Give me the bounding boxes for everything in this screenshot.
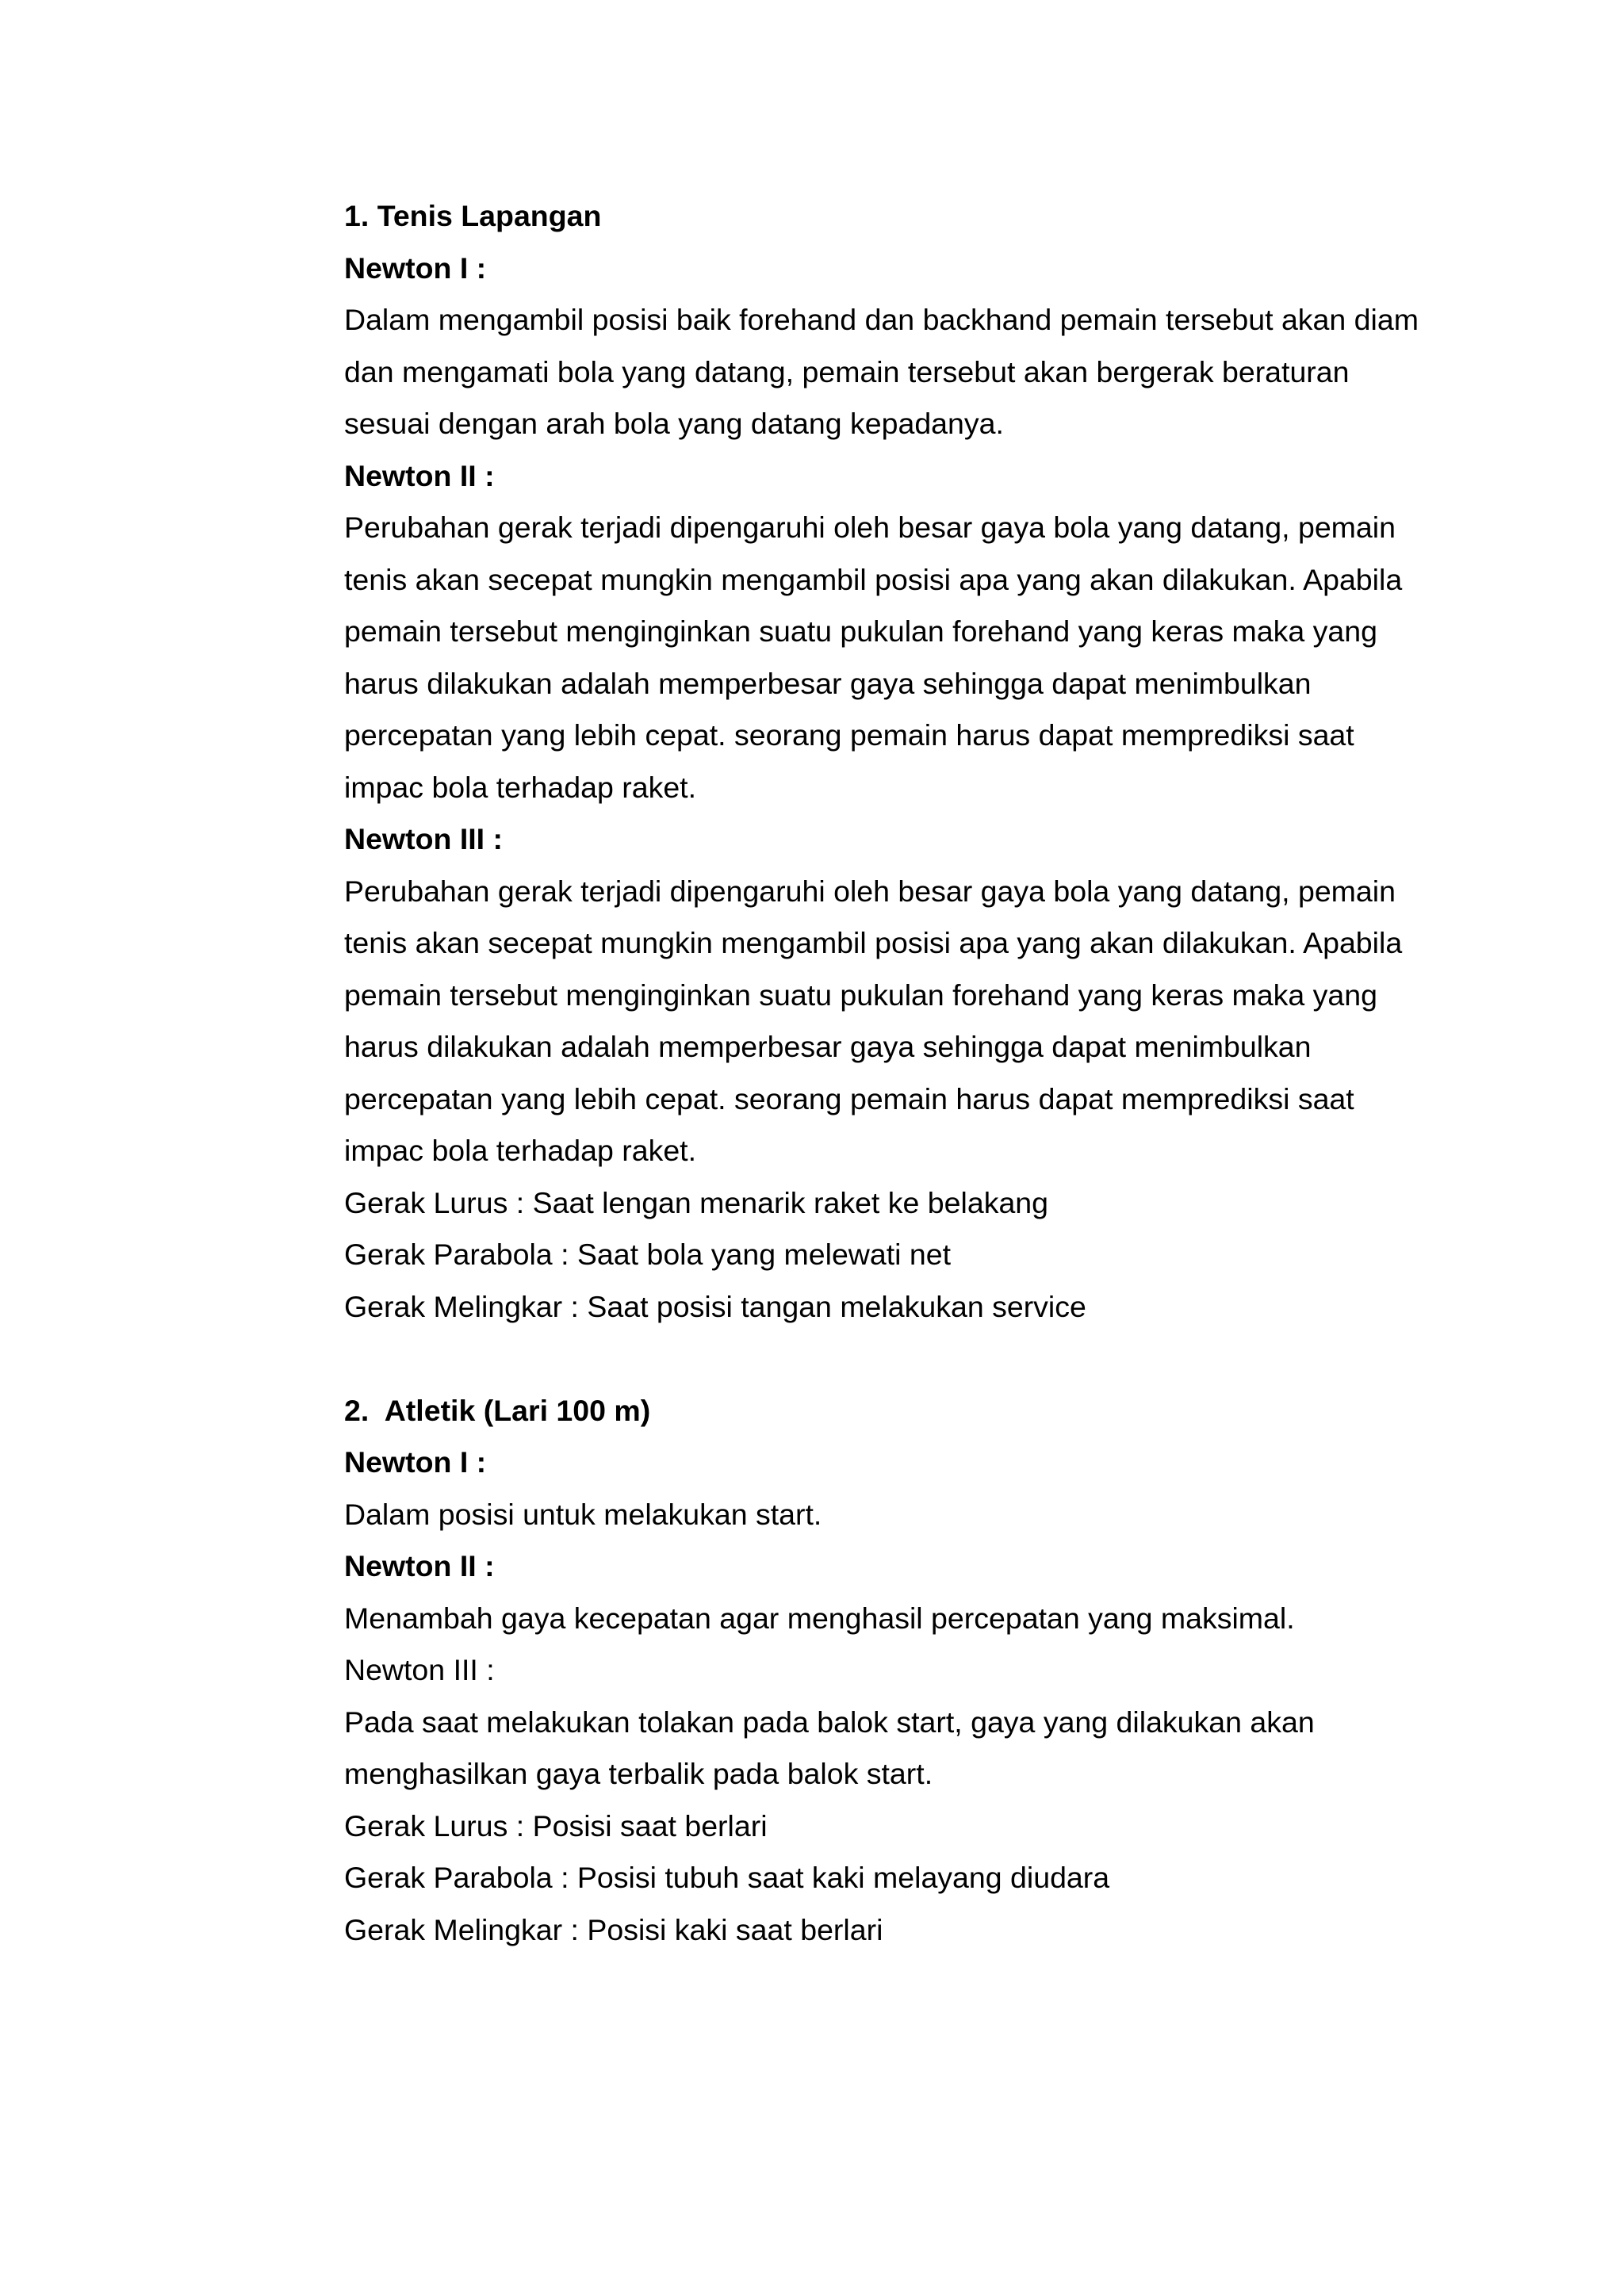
paragraph-line: Menambah gaya kecepatan agar menghasil percepatan yang maksimal. [344,1601,1295,1635]
paragraph-line: Perubahan gerak terjadi dipengaruhi oleh besar gaya bola yang datang, pemain [344,874,1396,908]
paragraph-line: Dalam mengambil posisi baik forehand dan backhand pemain tersebut akan diam [344,303,1419,336]
gerak-melingkar-line: Gerak Melingkar : Saat posisi tangan melakukan service [344,1289,1086,1323]
paragraph-line: Perubahan gerak terjadi dipengaruhi oleh besar gaya bola yang datang, pemain [344,511,1396,544]
paragraph-line: tenis akan secepat mungkin mengambil posisi apa yang akan dilakukan. Apabila [344,926,1403,959]
gerak-parabola-line: Gerak Parabola : Saat bola yang melewati net [344,1238,952,1271]
paragraph-line: pemain tersebut menginginkan suatu pukulan forehand yang keras maka yang [344,978,1377,1012]
paragraph-line: menghasilkan gaya terbalik pada balok start. [344,1757,933,1790]
paragraph-line: sesuai dengan arah bola yang datang kepadanya. [344,407,1004,440]
newton-1-label: Newton I : [344,1445,487,1479]
newton-3-label: Newton III : [344,1653,495,1686]
paragraph-line: tenis akan secepat mungkin mengambil posisi apa yang akan dilakukan. Apabila [344,562,1403,596]
section-atletik [344,1385,1454,1957]
paragraph-line: impac bola terhadap raket. [344,770,697,804]
gerak-lurus-line: Gerak Lurus : Saat lengan menarik raket ke belakang [344,1185,1049,1219]
paragraph-line: percepatan yang lebih cepat. seorang pemain harus dapat memprediksi saat [344,1081,1354,1115]
section-heading: 2. Atletik (Lari 100 m) [344,1393,651,1427]
paragraph-line: Pada saat melakukan tolakan pada balok start, gaya yang dilakukan akan [344,1705,1315,1739]
paragraph-line: Dalam posisi untuk melakukan start. [344,1497,822,1531]
newton-1-label: Newton I : [344,251,487,285]
gerak-parabola-line: Gerak Parabola : Posisi tubuh saat kaki melayang diudara [344,1861,1110,1894]
paragraph-line: harus dilakukan adalah memperbesar gaya sehingga dapat menimbulkan [344,1030,1312,1063]
newton-3-label: Newton III : [344,822,503,855]
section-heading: 1. Tenis Lapangan [344,199,602,232]
section-spacer [344,1333,1454,1385]
document-content [344,190,1454,1956]
gerak-melingkar-line: Gerak Melingkar : Posisi kaki saat berlari [344,1912,883,1946]
paragraph-line: pemain tersebut menginginkan suatu pukulan forehand yang keras maka yang [344,614,1377,648]
paragraph-line: percepatan yang lebih cepat. seorang pemain harus dapat memprediksi saat [344,718,1354,752]
paragraph-line: dan mengamati bola yang datang, pemain tersebut akan bergerak beraturan [344,354,1350,388]
paragraph-line: harus dilakukan adalah memperbesar gaya sehingga dapat menimbulkan [344,666,1312,700]
newton-2-label: Newton II : [344,458,495,492]
paragraph-line: impac bola terhadap raket. [344,1134,697,1167]
section-tenis-lapangan [344,190,1454,1333]
newton-2-label: Newton II : [344,1549,495,1582]
gerak-lurus-line: Gerak Lurus : Posisi saat berlari [344,1808,768,1843]
